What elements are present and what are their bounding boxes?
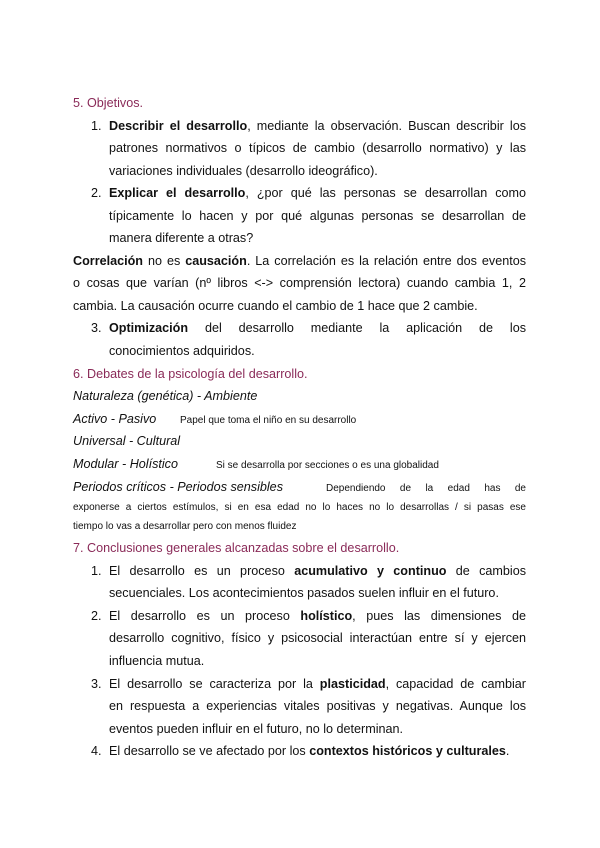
correlation-line-1 [73,253,526,269]
conclusion-2-line-2: desarrollo cognitivo, físico y psicosocial interactúan entre sí y ejercen [109,631,526,645]
objective-3-line-1 [109,320,526,336]
conclusion-3-line-3: eventos pueden influir en el futuro, no lo determinan. [109,722,404,736]
objective-3-text: del desarrollo mediante la aplicación de los [188,321,526,335]
conclusion-2-term: holístico [300,609,353,623]
debate-active-passive-note: Papel que toma el niño en su desarrollo [180,415,357,426]
conclusion-1-line-1 [109,563,526,579]
conclusion-1-term: acumulativo y continuo [294,564,447,578]
conclusion-1-post: de cambios [446,564,526,578]
causation-term: causación [185,254,247,268]
conclusion-1-line-2: secuenciales. Los acontecimientos pasados suelen influir en el futuro. [109,586,499,600]
objective-2-line-1 [109,185,526,201]
correlation-line-3: cambia. La causación ocurre cuando el cambio de 1 hace que 2 cambie. [73,299,478,313]
conclusion-3-pre: El desarrollo se caracteriza por la [109,677,320,691]
list-number: 2. [91,609,102,623]
objective-1-line-1 [109,118,526,134]
objective-1-term: Describir el desarrollo [109,119,248,133]
conclusion-3-post: , capacidad de cambiar [385,677,527,691]
list-number: 2. [91,186,102,200]
objective-2-line-2: típicamente lo hacen y por qué algunas personas se desarrollan de [109,209,526,223]
list-number: 3. [91,677,102,691]
conclusion-2-pre: El desarrollo es un proceso [109,609,301,623]
list-number: 4. [91,744,102,758]
conclusion-3-line-2: en respuesta a experiencias vitales positivas y negativas. Aunque los [109,699,526,713]
correlation-line-2: o cosas que varían (nº libros <-> comprensión lectora) cuando cambia 1, 2 [73,276,526,290]
debate-critical-note-line-2: exponerse a ciertos estímulos, si en esa edad no lo haces no lo desarrollas / si pasas ese [73,502,526,513]
objective-1-text: , mediante la observación. Buscan describir los [247,119,527,133]
debate-critical-sensitive: Periodos críticos - Periodos sensibles [73,480,283,494]
conclusion-2-post: , pues las dimensiones de [352,609,527,623]
objective-3-term: Optimización [109,321,189,335]
objective-3-line-2: conocimientos adquiridos. [109,344,255,358]
objective-2-line-3: manera diferente a otras? [109,231,254,245]
correlation-mid: no es [143,254,186,268]
debate-modular-holistic: Modular - Holístico [73,457,178,471]
conclusion-3-term: plasticidad [319,677,386,691]
conclusion-4-post: . [505,744,510,758]
objective-2-text: , ¿por qué las personas se desarrollan como [245,186,526,200]
debate-modular-holistic-note: Si se desarrolla por secciones o es una globalidad [216,460,439,471]
debate-critical-note-line-1: Dependiendo de la edad has de [326,483,526,494]
list-number: 1. [91,119,102,133]
conclusion-3-line-1 [109,676,526,692]
section-7-heading: 7. Conclusiones generales alcanzadas sobre el desarrollo. [73,541,400,555]
objective-1-line-3: variaciones individuales (desarrollo ideográfico). [109,164,378,178]
objective-1-line-2: patrones normativos o típicos de cambio (desarrollo normativo) y las [109,141,526,155]
conclusion-4-pre: El desarrollo se ve afectado por los [109,744,310,758]
conclusion-1-pre: El desarrollo es un proceso [109,564,295,578]
debate-critical-note-line-3: tiempo lo vas a desarrollar pero con menos fluidez [73,521,297,532]
conclusion-2-line-1 [109,608,526,624]
conclusion-4-term: contextos históricos y culturales [309,744,506,758]
debate-active-passive: Activo - Pasivo [73,412,157,426]
conclusion-4-line-1 [109,743,509,759]
correlation-text: . La correlación es la relación entre dos eventos [246,254,526,268]
correlation-term: Correlación [73,254,143,268]
section-5-heading: 5. Objetivos. [73,96,143,110]
debate-nature-environment: Naturaleza (genética) - Ambiente [73,389,258,403]
section-6-heading: 6. Debates de la psicología del desarrollo. [73,367,308,381]
objective-2-term: Explicar el desarrollo [109,186,246,200]
debate-universal-cultural: Universal - Cultural [73,434,181,448]
list-number: 1. [91,564,102,578]
conclusion-2-line-3: influencia mutua. [109,654,205,668]
list-number: 3. [91,321,102,335]
